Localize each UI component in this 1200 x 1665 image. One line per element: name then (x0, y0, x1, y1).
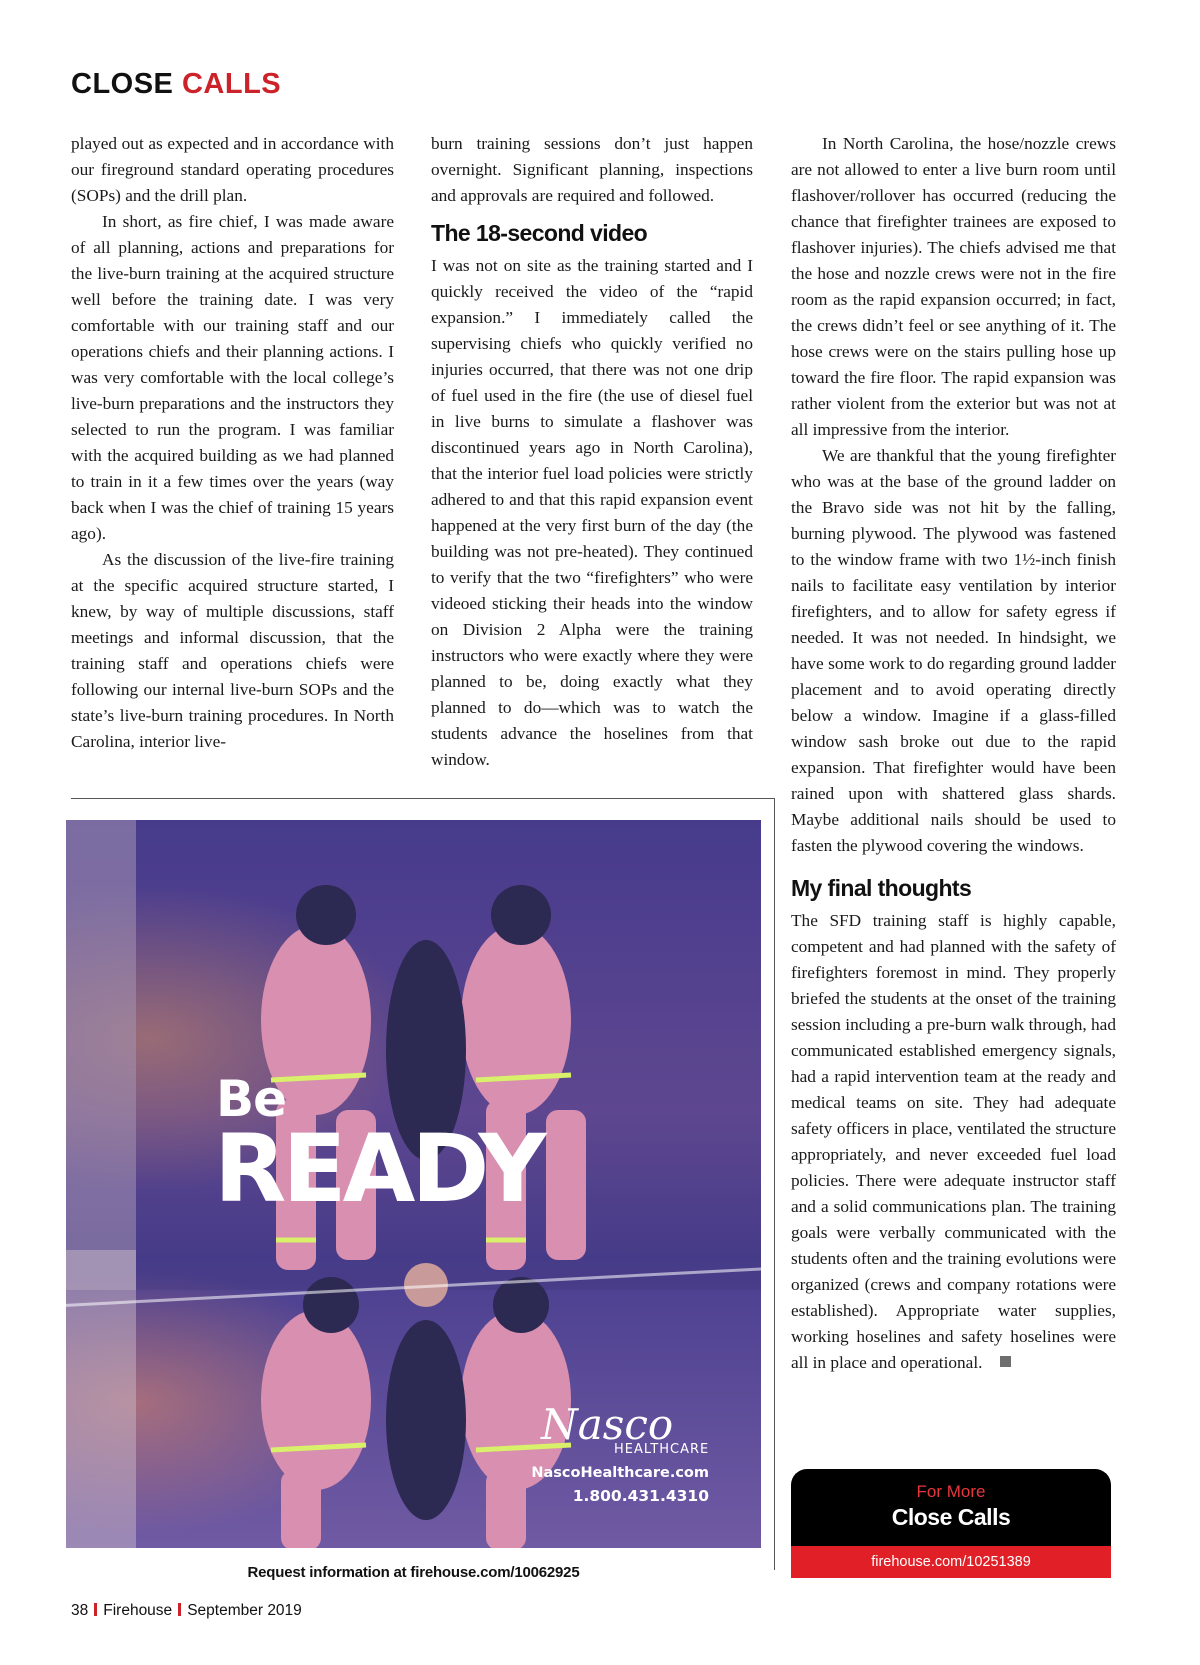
for-more-box[interactable] (791, 1469, 1111, 1578)
ad-divider-horizontal (71, 798, 775, 799)
for-more-link[interactable]: firehouse.com/10251389 (791, 1546, 1111, 1578)
for-more-title: Close Calls (891, 1504, 1011, 1530)
ad-website-link[interactable]: NascoHealthcare.com (531, 1465, 709, 1481)
ad-headline-large: READY (214, 1115, 543, 1224)
footer-separator (178, 1603, 181, 1616)
nasco-logo: Nasco (541, 1400, 674, 1449)
body-paragraph: In North Carolina, the hose/nozzle crews are not allowed to enter a live burn room until flashover/rollover has occurred (reducing the chance that firefighter trainees are exposed to flashover injuries). The chiefs advised me that the hose and nozzle crews were not in the fire room as the rapid expansion occurred; in fact, the crews didn’t feel or see anything of it. The hose crews were on the stairs pulling hose up toward the fire floor. The rapid expansion was rather violent from the exterior but was not at all impressive from the interior. (791, 134, 1116, 439)
issue-date: September 2019 (187, 1602, 302, 1619)
ad-headline-small: Be (216, 1070, 287, 1128)
advertisement[interactable] (66, 820, 761, 1548)
for-more-label: For More (916, 1482, 986, 1501)
final-paragraph-text: The SFD training staff is highly capable, competent and had planned with the safety of firefighters foremost in mind. They properly briefed the students at the onset of the training session including a pre-burn walk through, had communicated established emergency signals, had a rapid intervention team at the ready and medical teams on site. They had adequate safety officers in place, ventilated the structure appropriately, and never exceeded fuel load policies. There were adequate instructor staff and a solid communications plan. The training goals were verbally communicated with the students often and the training evolutions were organized (crews and company rotations were established). Appropriate water supplies, working hoselines and safety hoselines were all in place and operational. (791, 911, 1116, 1372)
section-header-word2: CALLS (181, 68, 282, 100)
page-footer (71, 1602, 302, 1620)
article-column-2 (431, 131, 753, 773)
magazine-name: Firehouse (103, 1602, 173, 1619)
body-paragraph: burn training sessions don’t just happen overnight. Significant planning, inspections and approvals are required and followed. (431, 134, 753, 205)
section-header-word1: CLOSE (71, 68, 174, 100)
article-column-1 (71, 131, 394, 755)
ad-divider-vertical (774, 798, 775, 1570)
body-paragraph: As the discussion of the live-fire training at the specific acquired structure started, I knew, by way of multiple discussions, staff meetings and informal discussion, that the training staff and operations chiefs were following our internal live-burn SOPs and the state’s live-burn training procedures. In North Carolina, interior live- (71, 550, 394, 751)
article-column-3 (791, 131, 1116, 1376)
footer-separator (94, 1603, 97, 1616)
ad-phone: 1.800.431.4310 (572, 1487, 709, 1505)
page-number: 38 (71, 1602, 89, 1619)
nasco-logo-sub: HEALTHCARE (614, 1442, 710, 1457)
body-paragraph-final (791, 908, 1116, 1376)
body-paragraph: played out as expected and in accordance with our fireground standard operating procedures (SOPs) and the drill plan. (71, 134, 394, 205)
body-paragraph: We are thankful that the young firefighter who was at the base of the ground ladder on the Bravo side was not hit by the falling, burning plywood. The plywood was fastened to the window frame with two 1½-inch finish nails to facilitate easy ventilation by interior firefighters, and to allow for safety egress if needed. It was not needed. In hindsight, we have some work to do regarding ground ladder placement and to avoid operating directly below a window. Imagine if a glass-filled window sash broke out due to the rapid expansion. That firefighter would have been rained upon with shattered glass shards. Maybe additional nails should be used to fasten the plywood covering the windows. (791, 446, 1116, 855)
body-paragraph: In short, as fire chief, I was made aware of all planning, actions and preparations for the live-burn training at the acquired structure well before the training date. I was very comfortable with our training staff and our operations chiefs and their planning actions. I was very comfortable with the local college’s live-burn preparations and the instructors they selected to run the program. I was familiar with the acquired building as we had planned to train in it a few times over the years (way back when I was the chief of training 15 years ago). (71, 212, 394, 543)
subheading-final-thoughts: My final thoughts (791, 875, 972, 901)
subheading-video: The 18-second video (431, 220, 648, 246)
body-paragraph: I was not on site as the training started and I quickly received the video of the “rapid expansion.” I immediately called the supervising chiefs who quickly verified no injuries occurred, that there was not one drip of fuel used in the fire (the use of diesel fuel in live burns to simulate a flashover was discontinued years ago in North Carolina), that the interior fuel load policies were strictly adhered to and that this rapid expansion event happened at the very first burn of the day (the building was not pre-heated). They continued to verify that the two “firefighters” who were videoed sticking their heads into the window on Division 2 Alpha were the training instructors who were exactly where they were planned to be, doing exactly what they planned to do—which was to watch the students advance the hoselines from that window. (431, 256, 753, 769)
request-info-link[interactable]: Request information at firehouse.com/10062925 (247, 1564, 580, 1581)
section-header (71, 68, 281, 101)
end-mark-icon (1000, 1356, 1011, 1367)
